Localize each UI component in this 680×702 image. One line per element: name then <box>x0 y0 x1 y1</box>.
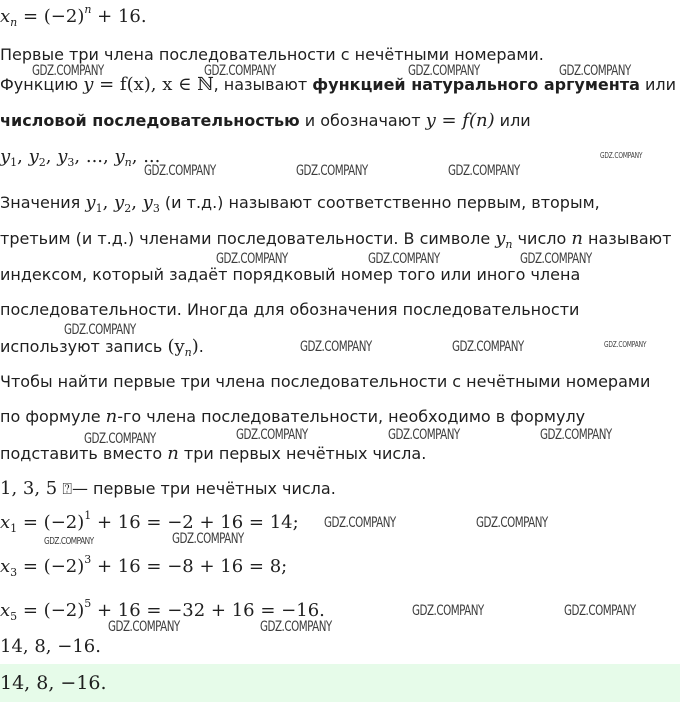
formula-sup-n: n <box>84 3 92 16</box>
dots-end: , ... <box>131 146 161 167</box>
math-y: y <box>114 146 125 167</box>
watermark: GDZ.COMPANY <box>216 251 288 267</box>
math: = (−2) <box>17 600 85 621</box>
calc-x3 <box>0 553 288 580</box>
math-odd-numbers: 1, 3, 5 <box>0 478 58 499</box>
text: по формуле <box>0 407 106 426</box>
watermark: GDZ.COMPANY <box>260 619 332 635</box>
text: число <box>512 229 572 248</box>
math: = (−2) <box>17 556 85 577</box>
watermark: GDZ.COMPANY <box>368 251 440 267</box>
math: + 16 = −2 + 16 = 14; <box>91 512 299 533</box>
text: (и т.д.) называют соответственно первым, вторым, <box>159 193 600 212</box>
paragraph-line: индексом, который задаёт порядковый номер того или иного члена <box>0 265 581 284</box>
section-heading: Первые три члена последовательности с нечётными номерами. <box>0 45 544 64</box>
text: . <box>198 337 204 356</box>
watermark: GDZ.COMPANY <box>600 151 643 160</box>
math-y: y <box>83 74 94 95</box>
text: и обозначают <box>299 111 426 130</box>
watermark: GDZ.COMPANY <box>540 427 612 443</box>
math-y: y <box>57 146 68 167</box>
math-y: y <box>495 228 506 249</box>
paragraph-line <box>0 228 671 252</box>
math-n: n <box>105 406 118 427</box>
watermark: GDZ.COMPANY <box>448 163 520 179</box>
text: , называют <box>213 75 313 94</box>
bold-term: числовой последовательностью <box>0 111 300 130</box>
math: = (−2) <box>17 512 85 533</box>
sub-2: 2 <box>38 156 46 169</box>
watermark: GDZ.COMPANY <box>324 515 396 531</box>
paragraph-line: Чтобы найти первые три члена последовательности с нечётными номерами <box>0 372 651 391</box>
answer-text: 14, 8, −16. <box>0 672 107 694</box>
math-paren: (y <box>167 336 185 357</box>
sub-3: 3 <box>152 202 160 215</box>
watermark: GDZ.COMPANY <box>452 339 524 355</box>
text: — первые три нечётных числа. <box>71 479 336 498</box>
text: используют запись <box>0 337 168 356</box>
values-line <box>0 192 600 216</box>
missing-glyph-icon: ⍰ <box>62 479 72 498</box>
sep: , <box>131 192 143 213</box>
calc-x1 <box>0 509 299 536</box>
sub-1: 1 <box>10 156 18 169</box>
watermark: GDZ.COMPANY <box>564 603 636 619</box>
watermark: GDZ.COMPANY <box>44 536 94 547</box>
math-y: y <box>28 146 39 167</box>
text: Значения <box>0 193 86 212</box>
math-x: x <box>0 512 11 533</box>
definition-line-2 <box>0 110 531 132</box>
math-x: x <box>0 556 11 577</box>
math: + 16 = −32 + 16 = −16. <box>91 600 325 621</box>
formula-line <box>0 3 147 30</box>
watermark: GDZ.COMPANY <box>144 163 216 179</box>
watermark: GDZ.COMPANY <box>476 515 548 531</box>
paragraph-line: последовательности. Иногда для обозначения последовательности <box>0 300 580 319</box>
sub: 3 <box>10 566 18 579</box>
watermark: GDZ.COMPANY <box>520 251 592 267</box>
sep: , <box>102 192 115 213</box>
sep: , <box>17 146 29 167</box>
math-paren-close: ) <box>191 336 199 357</box>
math: + 16 = −8 + 16 = 8; <box>91 556 288 577</box>
formula-sub-n: n <box>10 16 18 29</box>
answer-box <box>0 664 680 702</box>
formula-eq: = (−2) <box>17 6 85 27</box>
text: или <box>639 75 677 94</box>
odd-numbers-line <box>0 478 336 500</box>
math-y: y <box>0 146 11 167</box>
sub-n: n <box>184 346 192 359</box>
math-n: n <box>167 443 179 464</box>
sub-1: 1 <box>95 202 103 215</box>
watermark: GDZ.COMPANY <box>604 340 647 349</box>
sub: 5 <box>10 610 18 623</box>
math-fx: = f(x), x ∈ ℕ <box>93 74 214 95</box>
watermark: GDZ.COMPANY <box>388 427 460 443</box>
text: -го члена последовательности, необходимо в формулу <box>117 407 586 426</box>
paragraph-line <box>0 443 426 465</box>
math-y: y <box>142 192 153 213</box>
text: три первых нечётных числа. <box>178 444 427 463</box>
sub-n: n <box>124 156 132 169</box>
text: называют <box>582 229 672 248</box>
math-n: n <box>571 228 583 249</box>
math-y: y <box>85 192 96 213</box>
watermark: GDZ.COMPANY <box>204 63 276 79</box>
sub-3: 3 <box>67 156 75 169</box>
watermark: GDZ.COMPANY <box>108 619 180 635</box>
formula-tail: + 16. <box>91 6 147 27</box>
watermark: GDZ.COMPANY <box>412 603 484 619</box>
watermark: GDZ.COMPANY <box>236 427 308 443</box>
math-yfn: y = f(n) <box>425 110 495 131</box>
math-x: x <box>0 600 11 621</box>
sub-n: n <box>505 238 513 251</box>
math-y: y <box>114 192 125 213</box>
sequence-notation <box>0 146 160 170</box>
sup: 1 <box>84 509 92 522</box>
watermark: GDZ.COMPANY <box>172 531 244 547</box>
sep: , <box>45 146 58 167</box>
watermark: GDZ.COMPANY <box>408 63 480 79</box>
text: Функцию <box>0 75 84 94</box>
watermark: GDZ.COMPANY <box>32 63 104 79</box>
watermark: GDZ.COMPANY <box>296 163 368 179</box>
watermark: GDZ.COMPANY <box>559 63 631 79</box>
formula-x: x <box>0 6 11 27</box>
sup: 3 <box>84 553 92 566</box>
watermark: GDZ.COMPANY <box>64 322 136 338</box>
bold-term: функцией натурального аргумента <box>312 75 640 94</box>
text: или <box>494 111 531 130</box>
paragraph-line <box>0 336 204 360</box>
text: третьим (и т.д.) членами последовательности. В символе <box>0 229 496 248</box>
watermark: GDZ.COMPANY <box>300 339 372 355</box>
sub: 1 <box>10 522 18 535</box>
text: подставить вместо <box>0 444 168 463</box>
result-line: 14, 8, −16. <box>0 636 101 657</box>
sup: 5 <box>84 597 92 610</box>
watermark: GDZ.COMPANY <box>84 431 156 447</box>
sub-2: 2 <box>124 202 132 215</box>
paragraph-line <box>0 406 585 428</box>
dots: , ..., <box>74 146 115 167</box>
